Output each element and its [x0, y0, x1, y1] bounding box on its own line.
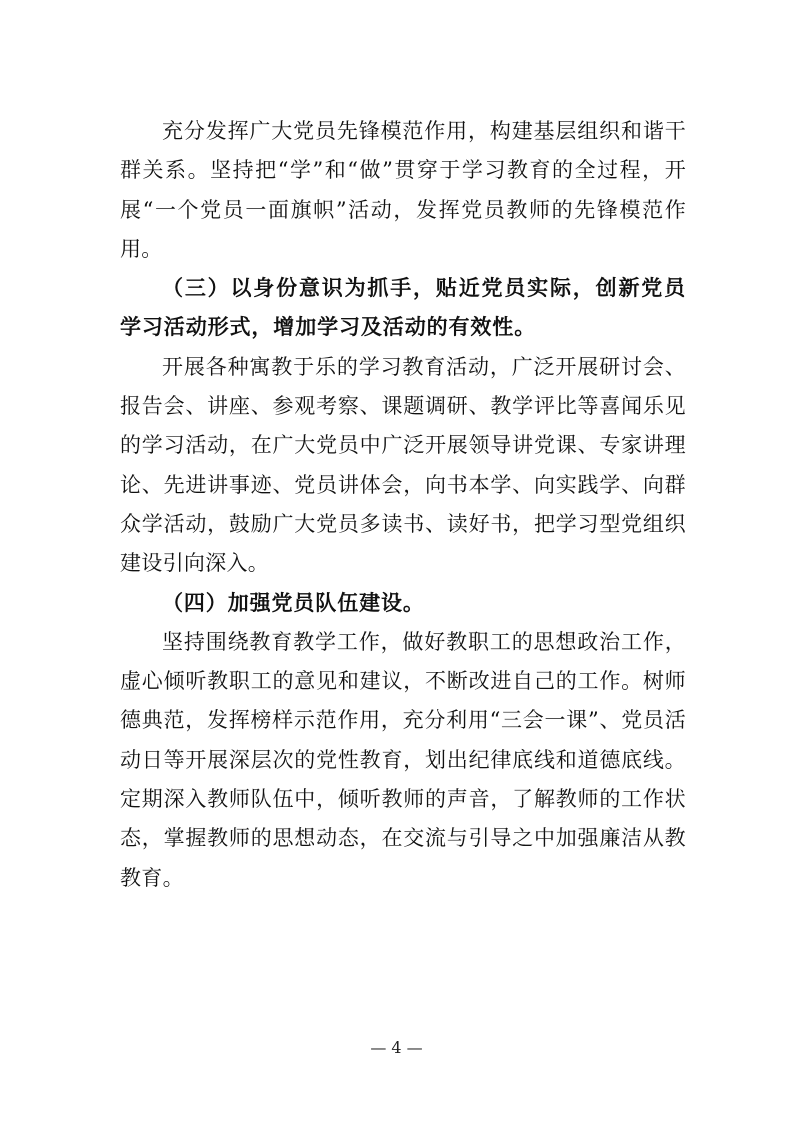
section-heading-4: （四）加强党员队伍建设。: [162, 590, 425, 615]
body-paragraph-3: 坚持围绕教育教学工作，做好教职工的思想政治工作，虚心倾听教职工的意见和建议，不断改进自己的工作。树师德典范，发挥榜样示范作用，充分利用“三会一课”、党员活动日等开展深层次的党性教育，划出纪律底线和道德底线。定期深入教师队伍中，倾听教师的声音，了解教师的工作状态，掌握教师的思想动态，在交流与引导之中加强廉洁从教教育。: [120, 629, 686, 890]
section-heading-3: （三）以身份意识为抓手，贴近党员实际，创新党员学习活动形式，增加学习及活动的有效性。: [120, 276, 686, 340]
body-paragraph-2: 开展各种寓教于乐的学习教育活动，广泛开展研讨会、报告会、讲座、参观考察、课题调研、教学评比等喜闻乐见的学习活动，在广大党员中广泛开展领导讲党课、专家讲理论、先进讲事迹、党员讲体会，向书本学、向实践学、向群众学活动，鼓励广大党员多读书、读好书，把学习型党组织建设引向深入。: [120, 354, 686, 576]
body-paragraph-1: 充分发挥广大党员先锋模范作用，构建基层组织和谐干群关系。坚持把“学”和“做”贯穿于学习教育的全过程，开展“一个党员一面旗帜”活动，发挥党员教师的先锋模范作用。: [120, 119, 686, 261]
page-number: — 4 —: [370, 1038, 423, 1057]
document-body: [120, 112, 686, 898]
